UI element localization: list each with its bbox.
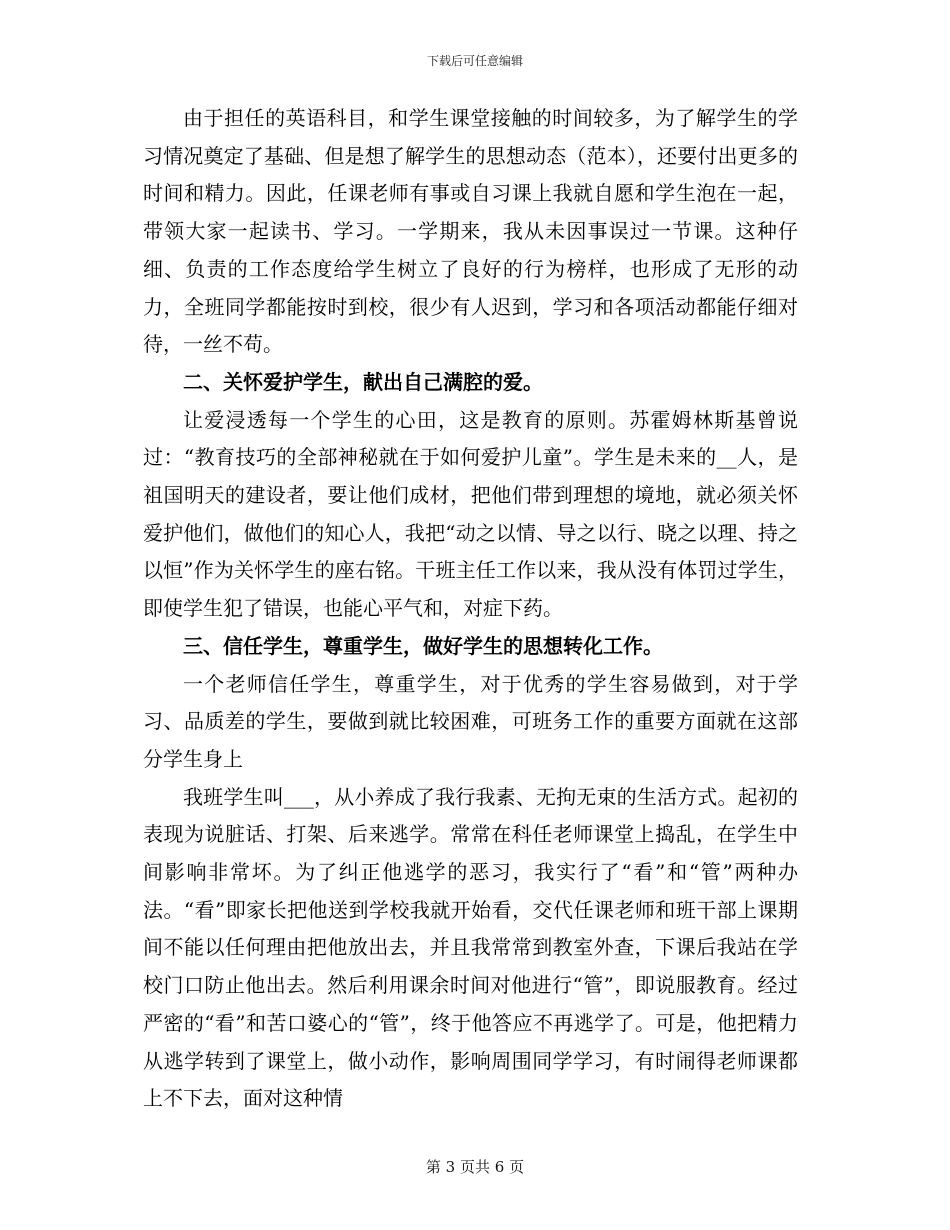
document-body <box>143 100 798 1118</box>
section-heading-trust-students: 三、信任学生，尊重学生，做好学生的思想转化工作。 <box>183 633 663 658</box>
paragraph-love-education: 让爱浸透每一个学生的心田，这是教育的原则。苏霍姆林斯基曾说过：“教育技巧的全部神秘就在于如何爱护儿童”。学生是未来的__人，是祖国明天的建设者，要让他们成材，把他们带到理想的境地，就必须关怀爱护他们，做他们的知心人，我把“动之以情、导之以行、晓之以理、持之以恒”作为关怀学生的座右铭。干班主任工作以来，我从没有体罚过学生，即使学生犯了错误，也能心平气和，对症下药。 <box>143 407 798 621</box>
paragraph-english-teaching: 由于担任的英语科目，和学生课堂接触的时间较多，为了解学生的学习情况奠定了基础、但是想了解学生的思想动态（范本），还要付出更多的时间和精力。因此，任课老师有事或自习课上我就自愿和学生泡在一起，带领大家一起读书、学习。一学期来，我从未因事误过一节课。这种仔细、负责的工作态度给学生树立了良好的行为榜样，也形成了无形的动力，全班同学都能按时到校，很少有人迟到，学习和各项活动都能仔细对待，一丝不苟。 <box>143 106 798 357</box>
paragraph-student-case: 我班学生叫___，从小养成了我行我素、无拘无束的生活方式。起初的表现为说脏话、打架、后来逃学。常常在科任老师课堂上捣乱，在学生中间影响非常坏。为了纠正他逃学的恶习，我实行了“看”和“管”两种办法。“看”即家长把他送到学校我就开始看，交代任课老师和班干部上课期间不能以任何理由把他放出去，并且我常常到教室外查，下课后我站在学校门口防止他出去。然后利用课余时间对他进行“管”，即说服教育。经过严密的“看”和苦口婆心的“管”，终于他答应不再逃学了。可是，他把精力从逃学转到了课堂上，做小动作，影响周围同学学习，有时闹得老师课都上不下去，面对这种情 <box>143 784 798 1111</box>
page-header: 下载后可任意编辑 <box>426 54 523 68</box>
paragraph-trust-respect: 一个老师信任学生，尊重学生，对于优秀的学生容易做到，对于学习、品质差的学生，要做到就比较困难，可班务工作的重要方面就在这部分学生身上 <box>143 671 798 771</box>
section-heading-care-for-students: 二、关怀爱护学生，献出自己满腔的爱。 <box>183 369 543 394</box>
page-number-footer: 第 3 页共 6 页 <box>425 1158 525 1176</box>
